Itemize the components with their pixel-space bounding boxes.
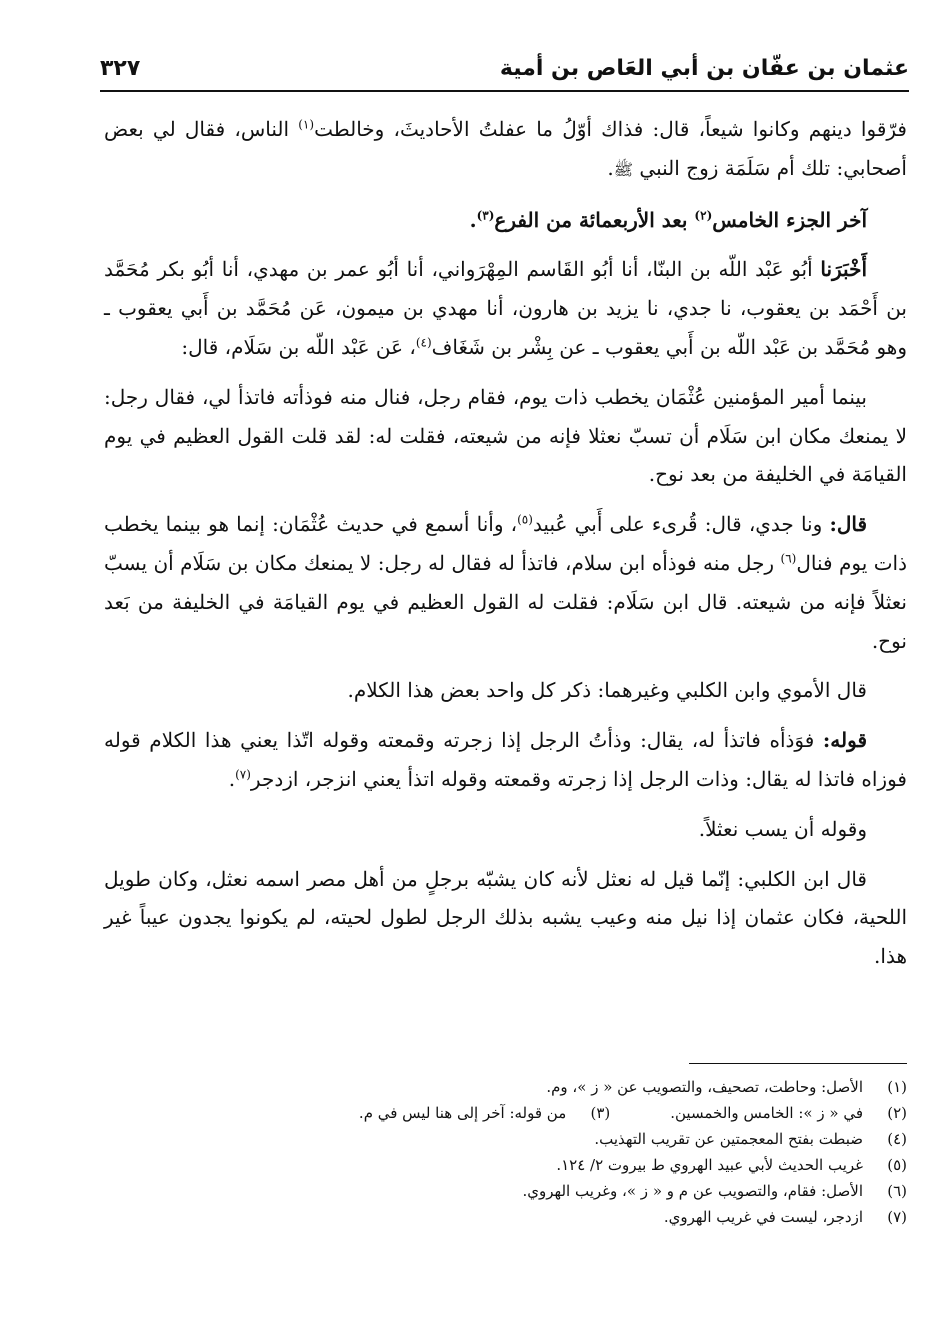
footnote-number: (٤) <box>887 1130 907 1148</box>
text-run: فوَذأه فاتذأ له، يقال: وذأتُ الرجل إذا زجرته وقمعته وقوله اتّذا يعني هذا الكلام قوله فوزاه فاتذا له يقال: وذات الرجل إذا زجرته وقمعته وقوله اتذأ يعني انزجر، ازدجر <box>104 728 907 791</box>
keyword-qawluhu: قوله: <box>822 728 867 753</box>
running-title: عثمان بن عفّان بن أبي العَاص بن أمية <box>499 56 909 81</box>
footnote-ref-4: (٤) <box>415 335 432 350</box>
paragraph-2-part-end <box>104 201 907 240</box>
footnote-gap <box>610 1100 670 1126</box>
footnote-ref-1: (١) <box>298 117 315 132</box>
footnote-number: (٣) <box>590 1104 611 1122</box>
footnote-row <box>104 1126 907 1152</box>
footnote-row <box>104 1100 907 1126</box>
paragraph-9: قال ابن الكلبي: إنّما قيل له نعثل لأنه كان يشبّه برجلٍ من أهل مصر اسمه نعثل، وكان طويل اللحية، فكان عثمان إذا نيل منه وعيب يشبه بذلك الرجل لطول لحيته، لم يكونوا يجدون عيباً غير هذا. <box>104 866 907 969</box>
paragraph-8: وقوله أن يسب نعثلاً. <box>698 816 867 841</box>
footnote-number: (٢) <box>887 1104 907 1122</box>
paragraph-5 <box>104 505 907 660</box>
paragraph-4: بينما أمير المؤمنين عُثْمَان يخطب ذات يوم، فقام رجل، فنال منه فوذأته فاتذأ لي، فقال رجل: لا يمنعك مكان ابن سَلَام أن تسبّ نعثلا فإنه من شيعته، فقلت له: لقد قلت القول العظيم في يوم القيامَة في الخليفة من بعد نوح. <box>104 384 907 487</box>
footnote-3 <box>359 1100 610 1126</box>
text-run: بعد الأربعمائة من الفرع <box>494 207 695 232</box>
text-run: آخر الجزء الخامس <box>712 207 867 232</box>
footnote-number: (١) <box>887 1078 907 1096</box>
footnote-row <box>104 1178 907 1204</box>
text-run: . <box>469 207 477 232</box>
paragraph-1 <box>104 110 907 190</box>
text-run: ، عَن عَبْد اللّه بن سَلَام، قال: <box>181 334 416 359</box>
text-run: ونا جدي، قال: قُرىء على أَبي عُبيد <box>532 512 830 537</box>
footnote-6 <box>523 1178 907 1204</box>
page-header <box>100 52 909 88</box>
text-run: ، وأنا أسمع في حديث عُثْمَان: إنما هو بينما يخطب ذات يوم فنال <box>104 512 907 575</box>
footnote-text: غريب الحديث لأبي عبيد الهروي ط بيروت ٢/ ١٢٤. <box>556 1156 863 1174</box>
text-run: فرّقوا دينهم وكانوا شيعاً، قال: فذاك أوّلُ ما عفلتُ الأحاديثَ، وخالطت <box>314 117 907 141</box>
main-text <box>104 110 907 987</box>
footnotes <box>104 1074 907 1230</box>
footnote-row <box>104 1152 907 1178</box>
footnote-text: في « ز »: الخامس والخمسين. <box>670 1104 863 1122</box>
footnote-row <box>104 1204 907 1230</box>
footnote-number: (٧) <box>887 1208 907 1226</box>
text-run: . <box>228 766 236 791</box>
text-run: رجل منه فوذأه ابن سلام، فاتذأ له فقال له رجل: لا يمنعك مكان بن سَلَام أن يسبّ نعثلاً فإنه من شيعته. قال ابن سَلَام: فقلت له القول العظيم في يوم القيامَة في الخليفة من بَعد نوح. <box>104 550 907 653</box>
footnote-number: (٥) <box>887 1156 907 1174</box>
footnote-1 <box>546 1074 907 1100</box>
footnote-rule <box>689 1063 907 1064</box>
text-run: الناس، فقال لي بعض أصحابي: تلك أم سَلَمَة زوج النبي <box>104 117 907 180</box>
keyword-qal: قال: <box>829 512 868 537</box>
footnote-ref-7: (٧) <box>235 767 251 782</box>
footnote-5 <box>556 1152 907 1178</box>
footnote-row <box>104 1074 907 1100</box>
footnote-text: ضبطت بفتح المعجمتين عن تقريب التهذيب. <box>594 1130 863 1148</box>
footnote-2 <box>670 1100 907 1126</box>
footnote-text: من قوله: آخر إلى هنا ليس في م. <box>358 1104 567 1122</box>
paragraph-3-isnad <box>104 250 907 366</box>
footnote-text: الأصل: وحاطت، تصحيف، والتصويب عن « ز »، وم. <box>546 1078 863 1096</box>
footnote-ref-3: (٣) <box>476 207 495 222</box>
footnote-number: (٦) <box>887 1182 907 1200</box>
text-run: أبُو عَبْد اللّه بن البنّا، أنا أبُو القَاسم المِهْرَواني، أنا أبُو عمر بن مهدي، أنا أبُو بكر مُحَمَّد بن أَحْمَد بن يعقوب، نا جدي، نا يزيد بن هارون، أنا مهدي بن ميمون، عَن مُحَمَّد بن أَبي يعقوب ـ وهو مُحَمَّد بن عَبْد اللّه بن أَبي يعقوب ـ عن بِشْر بن شَغَاف <box>104 257 907 359</box>
text-run: . <box>607 155 614 180</box>
footnote-7 <box>664 1204 907 1230</box>
paragraph-7 <box>104 721 907 799</box>
footnote-text: الأصل: فقام، والتصويب عن م و « ز »، وغريب الهروي. <box>522 1182 863 1200</box>
footnote-ref-5: (٥) <box>517 512 533 527</box>
page-number: ٣٢٧ <box>100 56 141 81</box>
footnote-ref-6: (٦) <box>780 551 797 566</box>
header-rule <box>100 90 909 92</box>
footnote-text: ازدجر، ليست في غريب الهروي. <box>663 1208 863 1226</box>
keyword-akhbarana: أَخْبَرَنا <box>820 257 867 282</box>
footnote-4 <box>594 1126 907 1152</box>
paragraph-6: قال الأموي وابن الكلبي وغيرهما: ذكر كل واحد بعض هذا الكلام. <box>347 678 867 703</box>
honorific-glyph: ﷺ <box>613 159 634 179</box>
footnote-ref-2: (٢) <box>694 207 713 222</box>
